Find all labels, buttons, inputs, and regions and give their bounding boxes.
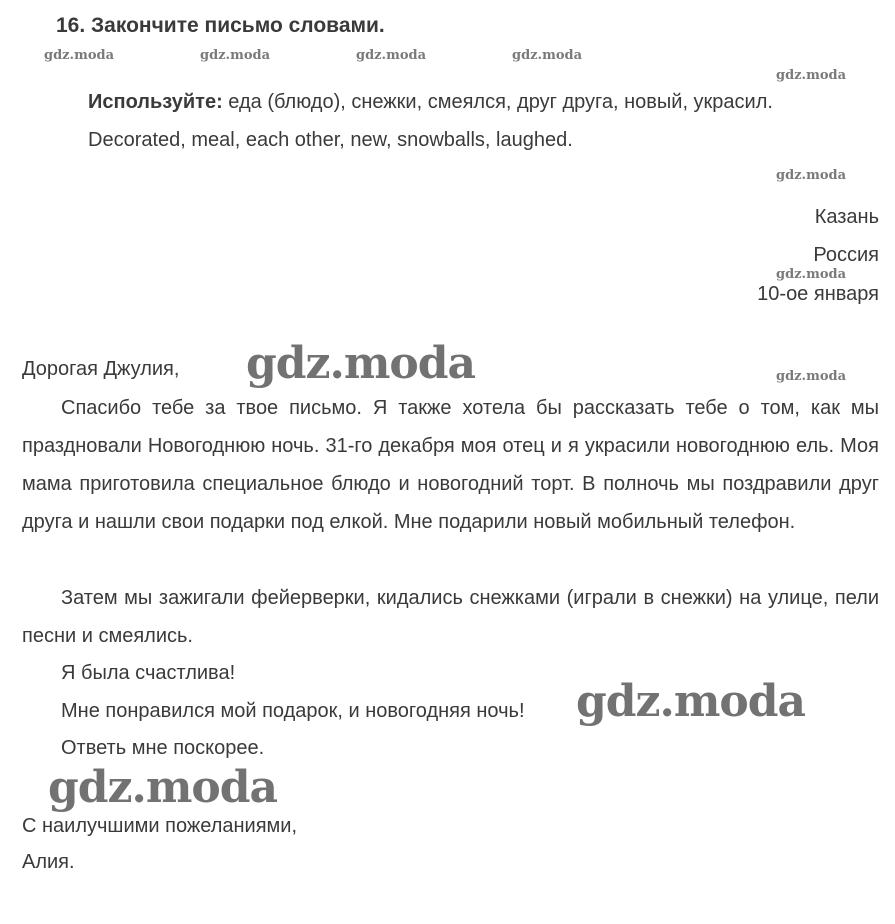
letter-line-liked: Мне понравился мой подарок, и новогодняя ночь! <box>61 700 525 722</box>
word-bank-russian <box>88 91 773 114</box>
word-bank-english: Decorated, meal, each other, new, snowballs, laughed. <box>88 129 573 151</box>
letter-line-happy: Я была счастлива! <box>61 662 236 684</box>
letter-paragraph-2 <box>22 579 879 655</box>
watermark-small: gdz.moda <box>512 48 583 63</box>
watermark-large: gdz.moda <box>246 338 476 389</box>
watermark-large: gdz.moda <box>48 762 278 813</box>
letter-paragraph-1-text: Спасибо тебе за твое письмо. Я также хотела бы рассказать тебе о том, как мы праздновали Новогоднюю ночь. 31-го декабря моя отец и я украсили новогоднюю ель. Моя мама приготовила специальное блюдо и новогодний торт. В полночь мы поздравили друг друга и нашли свои подарки под елкой. Мне подарили новый мобильный телефон. <box>22 397 879 533</box>
letter-paragraph-2-text: Затем мы зажигали фейерверки, кидались снежками (играли в снежки) на улице, пели песни и смеялись. <box>22 587 879 647</box>
watermark-small: gdz.moda <box>776 369 847 384</box>
letter-line-reply: Ответь мне поскорее. <box>61 737 265 759</box>
watermark-small: gdz.moda <box>776 68 847 83</box>
watermark-small: gdz.moda <box>776 267 847 282</box>
watermark-large: gdz.moda <box>576 676 806 727</box>
letter-country: Россия <box>813 244 879 266</box>
letter-closing: С наилучшими пожеланиями, <box>22 815 298 837</box>
letter-greeting: Дорогая Джулия, <box>22 358 180 380</box>
word-bank-label: Используйте: <box>88 91 223 113</box>
letter-city: Казань <box>814 206 879 228</box>
watermark-small: gdz.moda <box>200 48 271 63</box>
letter-signature: Алия. <box>22 851 75 873</box>
watermark-small: gdz.moda <box>356 48 427 63</box>
letter-date: 10-ое января <box>757 283 879 305</box>
letter-paragraph-1 <box>22 389 879 541</box>
word-bank-words: еда (блюдо), снежки, смеялся, друг друга, новый, украсил. <box>222 91 773 113</box>
exercise-title: 16. Закончите письмо словами. <box>56 14 385 37</box>
watermark-small: gdz.moda <box>44 48 115 63</box>
watermark-small: gdz.moda <box>776 168 847 183</box>
